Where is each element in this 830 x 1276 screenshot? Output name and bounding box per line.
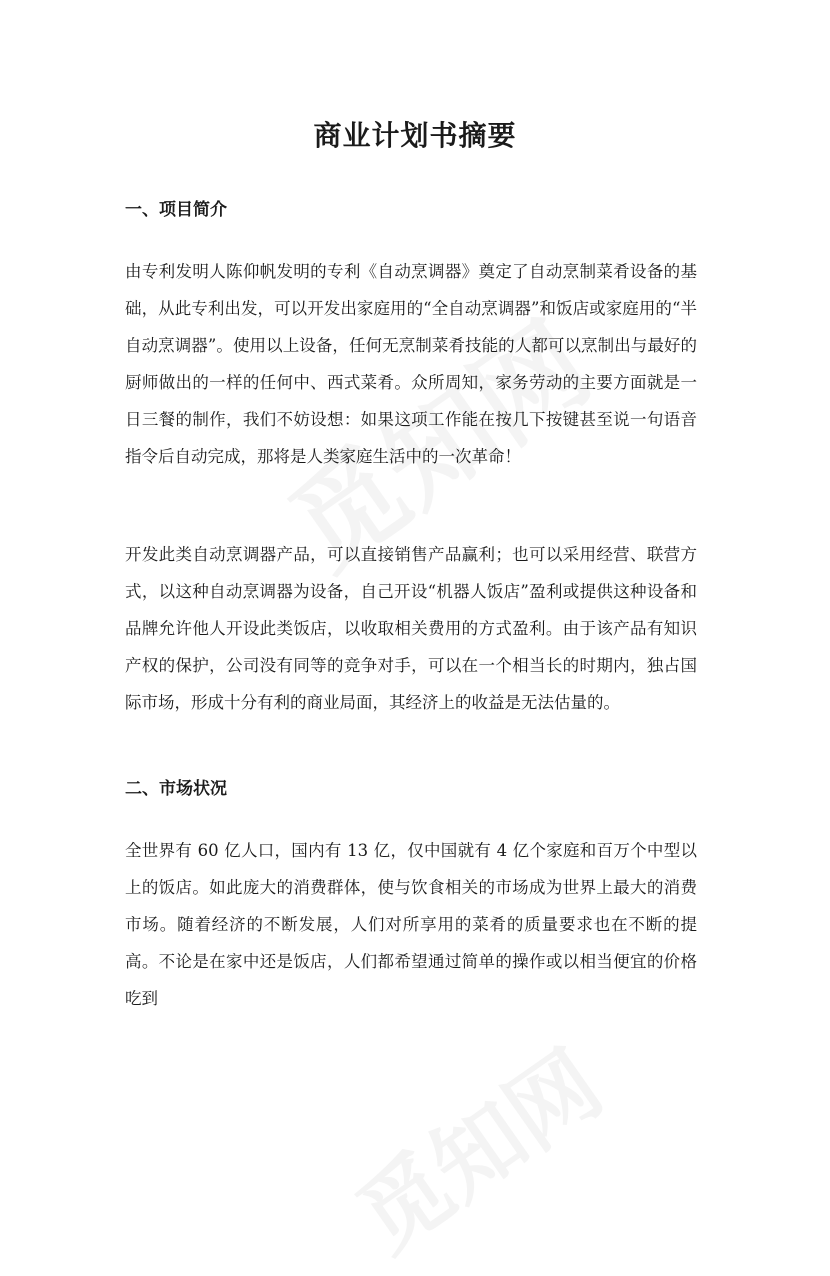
section-heading-intro: 一、项目简介 — [125, 200, 227, 220]
market-paragraph-1: 全世界有 60 亿人口，国内有 13 亿，仅中国就有 4 亿个家庭和百万个中型以上的饭店。如此庞大的消费群体，使与饮食相关的市场成为世界上最大的消费市场。随着经济的不断发展，人们对所享用的菜肴的质量要求也在不断的提高。不论是在家中还是饭店，人们都希望通过简单的操作或以相当便宜的价格吃到 — [125, 841, 697, 1008]
section-heading-market: 二、市场状况 — [125, 779, 227, 799]
page-title: 商业计划书摘要 — [313, 119, 517, 152]
intro-paragraph-2: 开发此类自动烹调器产品，可以直接销售产品赢利；也可以采用经营、联营方式，以这种自动烹调器为设备，自己开设“机器人饭店”盈利或提供这种设备和品牌允许他人开设此类饭店，以收取相关费用的方式盈利。由于该产品有知识产权的保护，公司没有同等的竞争对手，可以在一个相当长的时期内，独占国际市场，形成十分有利的商业局面，其经济上的收益是无法估量的。 — [125, 545, 697, 712]
watermark-lower — [327, 1014, 623, 1275]
intro-paragraph-1: 由专利发明人陈仰帆发明的专利《自动烹调器》奠定了自动烹制菜肴设备的基础，从此专利出发，可以开发出家庭用的“全自动烹调器”和饭店或家庭用的“半自动烹调器”。使用以上设备，任何无烹制菜肴技能的人都可以烹制出与最好的厨师做出的一样的任何中、西式菜肴。众所周知，家务劳动的主要方面就是一日三餐的制作，我们不妨设想：如果这项工作能在按几下按键甚至说一句语音指令后自动完成，那将是人类家庭生活中的一次革命！ — [125, 262, 697, 466]
